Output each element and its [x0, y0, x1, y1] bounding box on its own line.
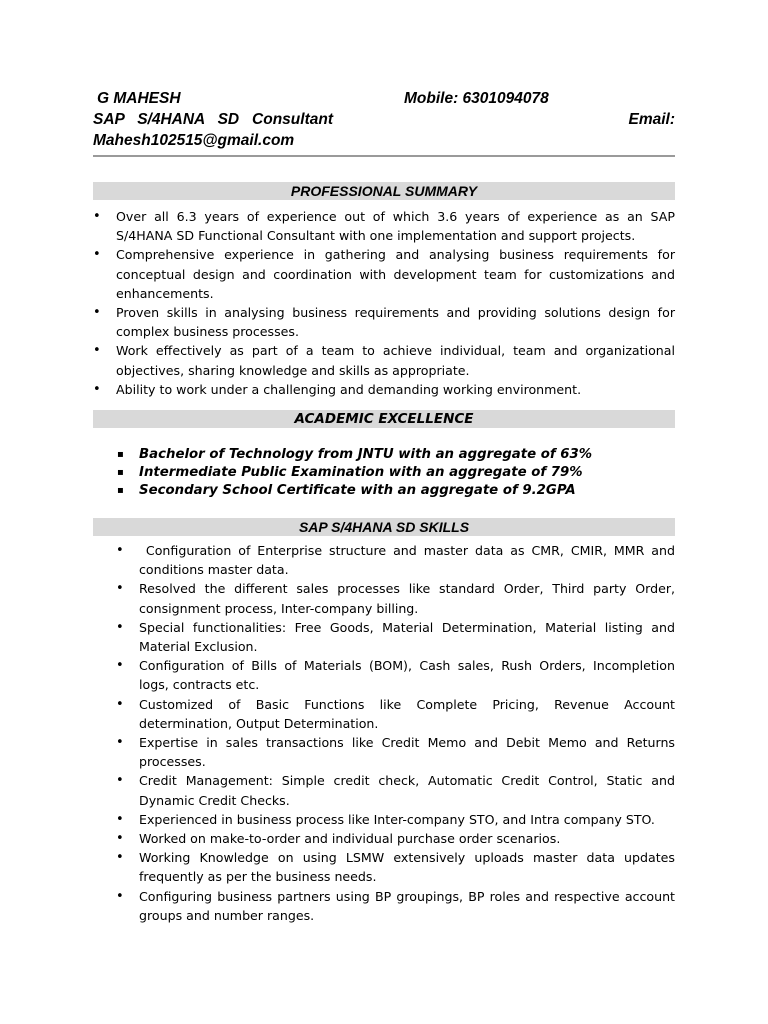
academic-item: ▪ Secondary School Certificate with an aggregate of 9.2GPA — [93, 482, 675, 500]
skill-item: • Resolved the different sales processes like standard Order, Third party Order, consignment process, Inter-company billing. — [93, 579, 675, 617]
skill-item: • Special functionalities: Free Goods, Material Determination, Material listing and Material Exclusion. — [93, 618, 675, 656]
summary-list — [93, 207, 675, 399]
summary-item: • Ability to work under a challenging and demanding working environment. — [93, 380, 675, 399]
summary-item: • Work effectively as part of a team to achieve individual, team and organizational objectives, sharing knowledge and skills as appropriate. — [93, 341, 675, 379]
skills-heading: SAP S/4HANA SD SKILLS — [93, 518, 675, 536]
academic-list — [93, 446, 675, 500]
skill-item: • Expertise in sales transactions like Credit Memo and Debit Memo and Returns processes. — [93, 733, 675, 771]
summary-item: • Over all 6.3 years of experience out of which 3.6 years of experience as an SAP S/4HANA SD Functional Consultant with one implementation and support projects. — [93, 207, 675, 245]
summary-item: • Comprehensive experience in gathering and analysing business requirements for conceptual design and coordination with development team for customizations and enhancements. — [93, 245, 675, 303]
academic-item: ▪ Intermediate Public Examination with an aggregate of 79% — [93, 464, 675, 482]
header-divider — [93, 155, 675, 157]
job-title: SAP S/4HANA SD Consultant — [93, 111, 333, 128]
skill-item: • Working Knowledge on using LSMW extensively uploads master data updates frequently as per the business needs. — [93, 848, 675, 886]
resume-page — [93, 88, 680, 925]
skill-item: • Configuration of Bills of Materials (BOM), Cash sales, Rush Orders, Incompletion logs, contracts etc. — [93, 656, 675, 694]
summary-heading: PROFESSIONAL SUMMARY — [93, 182, 675, 200]
skill-item: • Customized of Basic Functions like Complete Pricing, Revenue Account determination, Output Determination. — [93, 695, 675, 733]
email-address: Mahesh102515@gmail.com — [93, 132, 295, 149]
skill-item: • Worked on make-to-order and individual purchase order scenarios. — [93, 829, 675, 848]
skills-list — [93, 541, 680, 925]
summary-item: • Proven skills in analysing business requirements and providing solutions design for complex business processes. — [93, 303, 675, 341]
candidate-name: G MAHESH — [97, 90, 181, 107]
mobile-number: Mobile: 6301094078 — [404, 90, 549, 107]
academic-heading: ACADEMIC EXCELLENCE — [93, 410, 675, 428]
email-label: Email: — [628, 111, 675, 128]
skill-item: • Configuration of Enterprise structure and master data as CMR, CMIR, MMR and conditions master data. — [93, 541, 675, 579]
academic-item: ▪ Bachelor of Technology from JNTU with an aggregate of 63% — [93, 446, 675, 464]
resume-header — [93, 88, 675, 151]
skill-item: • Credit Management: Simple credit check, Automatic Credit Control, Static and Dynamic Credit Checks. — [93, 771, 675, 809]
skill-item: • Configuring business partners using BP groupings, BP roles and respective account groups and number ranges. — [93, 887, 675, 925]
skill-item: • Experienced in business process like Inter-company STO, and Intra company STO. — [93, 810, 675, 829]
